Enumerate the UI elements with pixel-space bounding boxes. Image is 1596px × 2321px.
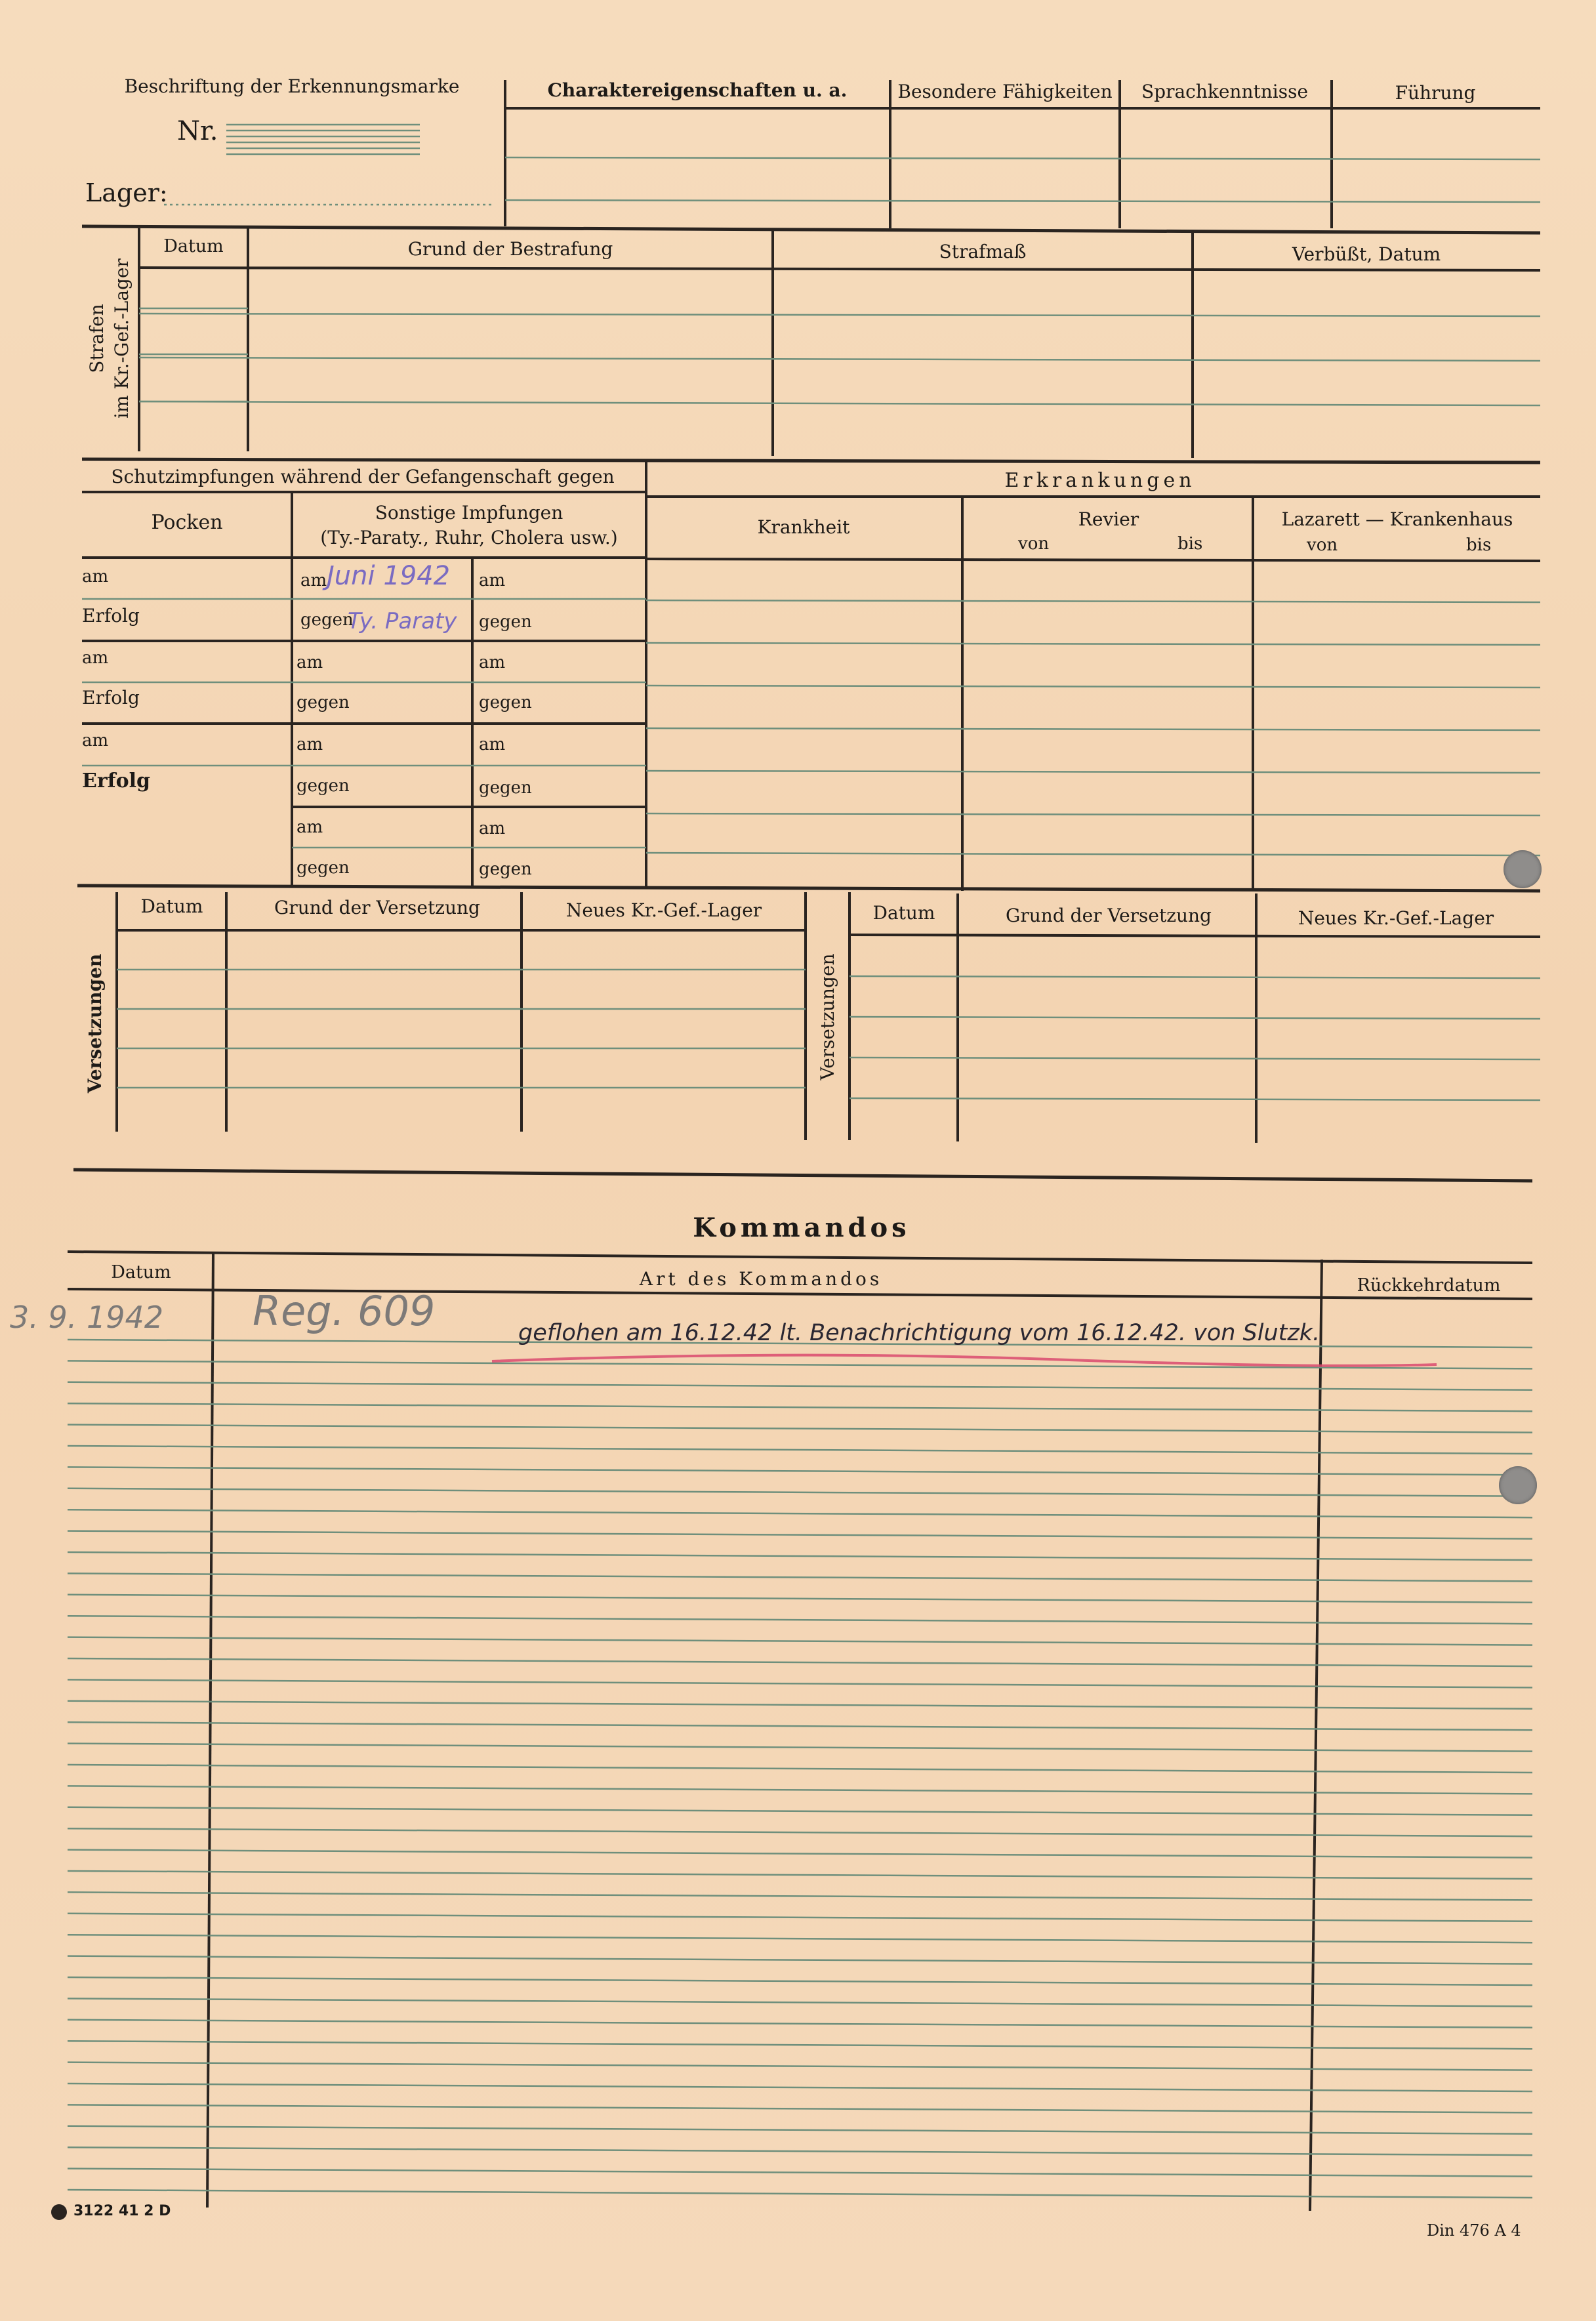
header-transfer-date-right: Datum	[872, 902, 935, 924]
sonstige-gegen-2a: gegen	[297, 693, 350, 712]
print-code: 3122 41 2 D	[73, 2203, 171, 2219]
sonstige-header-1: Sonstige Impfungen	[375, 502, 563, 524]
header-conduct: Führung	[1395, 82, 1476, 104]
revier-bis: bis	[1177, 534, 1203, 554]
sonstige-gegen-1a: gegen	[300, 610, 354, 630]
revier-header: Revier	[1078, 508, 1139, 530]
lazarett-header: Lazarett — Krankenhaus	[1281, 508, 1513, 530]
kommandos-title: Kommandos	[693, 1212, 911, 1243]
header-languages: Sprachkenntnisse	[1141, 81, 1309, 102]
pocken-am-1: am	[82, 567, 109, 586]
header-transfer-camp-right: Neues Kr.-Gef.-Lager	[1298, 907, 1494, 929]
header-kommando-kind: Art des Kommandos	[639, 1268, 883, 1290]
header-transfer-reason-left: Grund der Versetzung	[274, 897, 480, 918]
handwritten-kommando-date: 3. 9. 1942	[10, 1300, 164, 1335]
transfers-side-label-left: Versetzungen	[84, 953, 106, 1094]
sonstige-gegen-3b: gegen	[479, 778, 532, 798]
sonstige-header-2: (Ty.-Paraty., Ruhr, Cholera usw.)	[320, 527, 618, 548]
sonstige-gegen-4a: gegen	[297, 858, 350, 878]
sonstige-am-2a: am	[297, 653, 323, 672]
header-punish-measure: Strafmaß	[939, 241, 1027, 262]
header-transfer-date-left: Datum	[140, 895, 203, 917]
transfers-side-label-right: Versetzungen	[817, 953, 838, 1080]
handwritten-kommando-kind: Reg. 609	[253, 1287, 436, 1335]
lazarett-bis: bis	[1466, 535, 1492, 555]
din-format: Din 476 A 4	[1427, 2221, 1521, 2240]
sonstige-gegen-2b: gegen	[479, 693, 532, 712]
krankheit-header: Krankheit	[757, 516, 850, 538]
vaccination-heading: Schutzimpfungen während der Gefangenschaft gegen	[111, 466, 615, 487]
header-character: Charaktereigenschaften u. a.	[547, 79, 848, 101]
sonstige-am-3a: am	[297, 735, 323, 754]
handwritten-vaccination-date: Juni 1942	[327, 561, 451, 591]
handwritten-vaccination-type: Ty. Paraty	[348, 608, 457, 634]
punishments-side-label-2: im Kr.-Gef.-Lager	[111, 258, 133, 419]
sonstige-gegen-3a: gegen	[297, 776, 350, 796]
handwritten-kommando-note: geflohen am 16.12.42 lt. Benachrichtigung vom 16.12.42. von Slutzk.	[518, 1320, 1320, 1346]
header-punish-served: Verbüßt, Datum	[1292, 243, 1441, 265]
illness-heading: Erkrankungen	[1004, 469, 1196, 492]
print-code-icon	[51, 2204, 67, 2220]
pocken-am-3: am	[82, 731, 109, 750]
sonstige-gegen-1b: gegen	[479, 612, 532, 632]
lager-label: Lager:	[85, 178, 168, 207]
pocken-erfolg-3: Erfolg	[82, 770, 150, 792]
revier-von: von	[1018, 534, 1050, 554]
punch-hole	[1499, 1466, 1537, 1504]
id-tag-heading: Beschriftung der Erkennungsmarke	[124, 75, 460, 97]
sonstige-am-4b: am	[479, 819, 506, 838]
pocken-header: Pocken	[151, 511, 223, 534]
lazarett-von: von	[1307, 535, 1338, 555]
header-transfer-reason-right: Grund der Versetzung	[1006, 905, 1212, 926]
sonstige-gegen-4b: gegen	[479, 859, 532, 879]
header-punish-reason: Grund der Bestrafung	[407, 238, 613, 260]
header-kommando-return: Rückkehrdatum	[1357, 1275, 1501, 1296]
pocken-am-2: am	[82, 648, 109, 668]
sonstige-am-4a: am	[297, 817, 323, 837]
pocken-erfolg-2: Erfolg	[82, 687, 140, 709]
sonstige-am-3b: am	[479, 735, 506, 754]
punch-hole	[1504, 850, 1542, 888]
punishments-side-label-1: Strafen	[86, 304, 108, 373]
sonstige-am-1a: am	[300, 571, 327, 590]
header-punish-date: Datum	[163, 236, 224, 257]
header-abilities: Besondere Fähigkeiten	[897, 81, 1113, 102]
sonstige-am-2b: am	[479, 653, 506, 672]
header-transfer-camp-left: Neues Kr.-Gef.-Lager	[565, 899, 762, 921]
sonstige-am-1b: am	[479, 571, 506, 590]
pocken-erfolg-1: Erfolg	[82, 605, 140, 626]
header-kommando-date: Datum	[111, 1262, 171, 1283]
nr-label: Nr.	[177, 116, 218, 146]
